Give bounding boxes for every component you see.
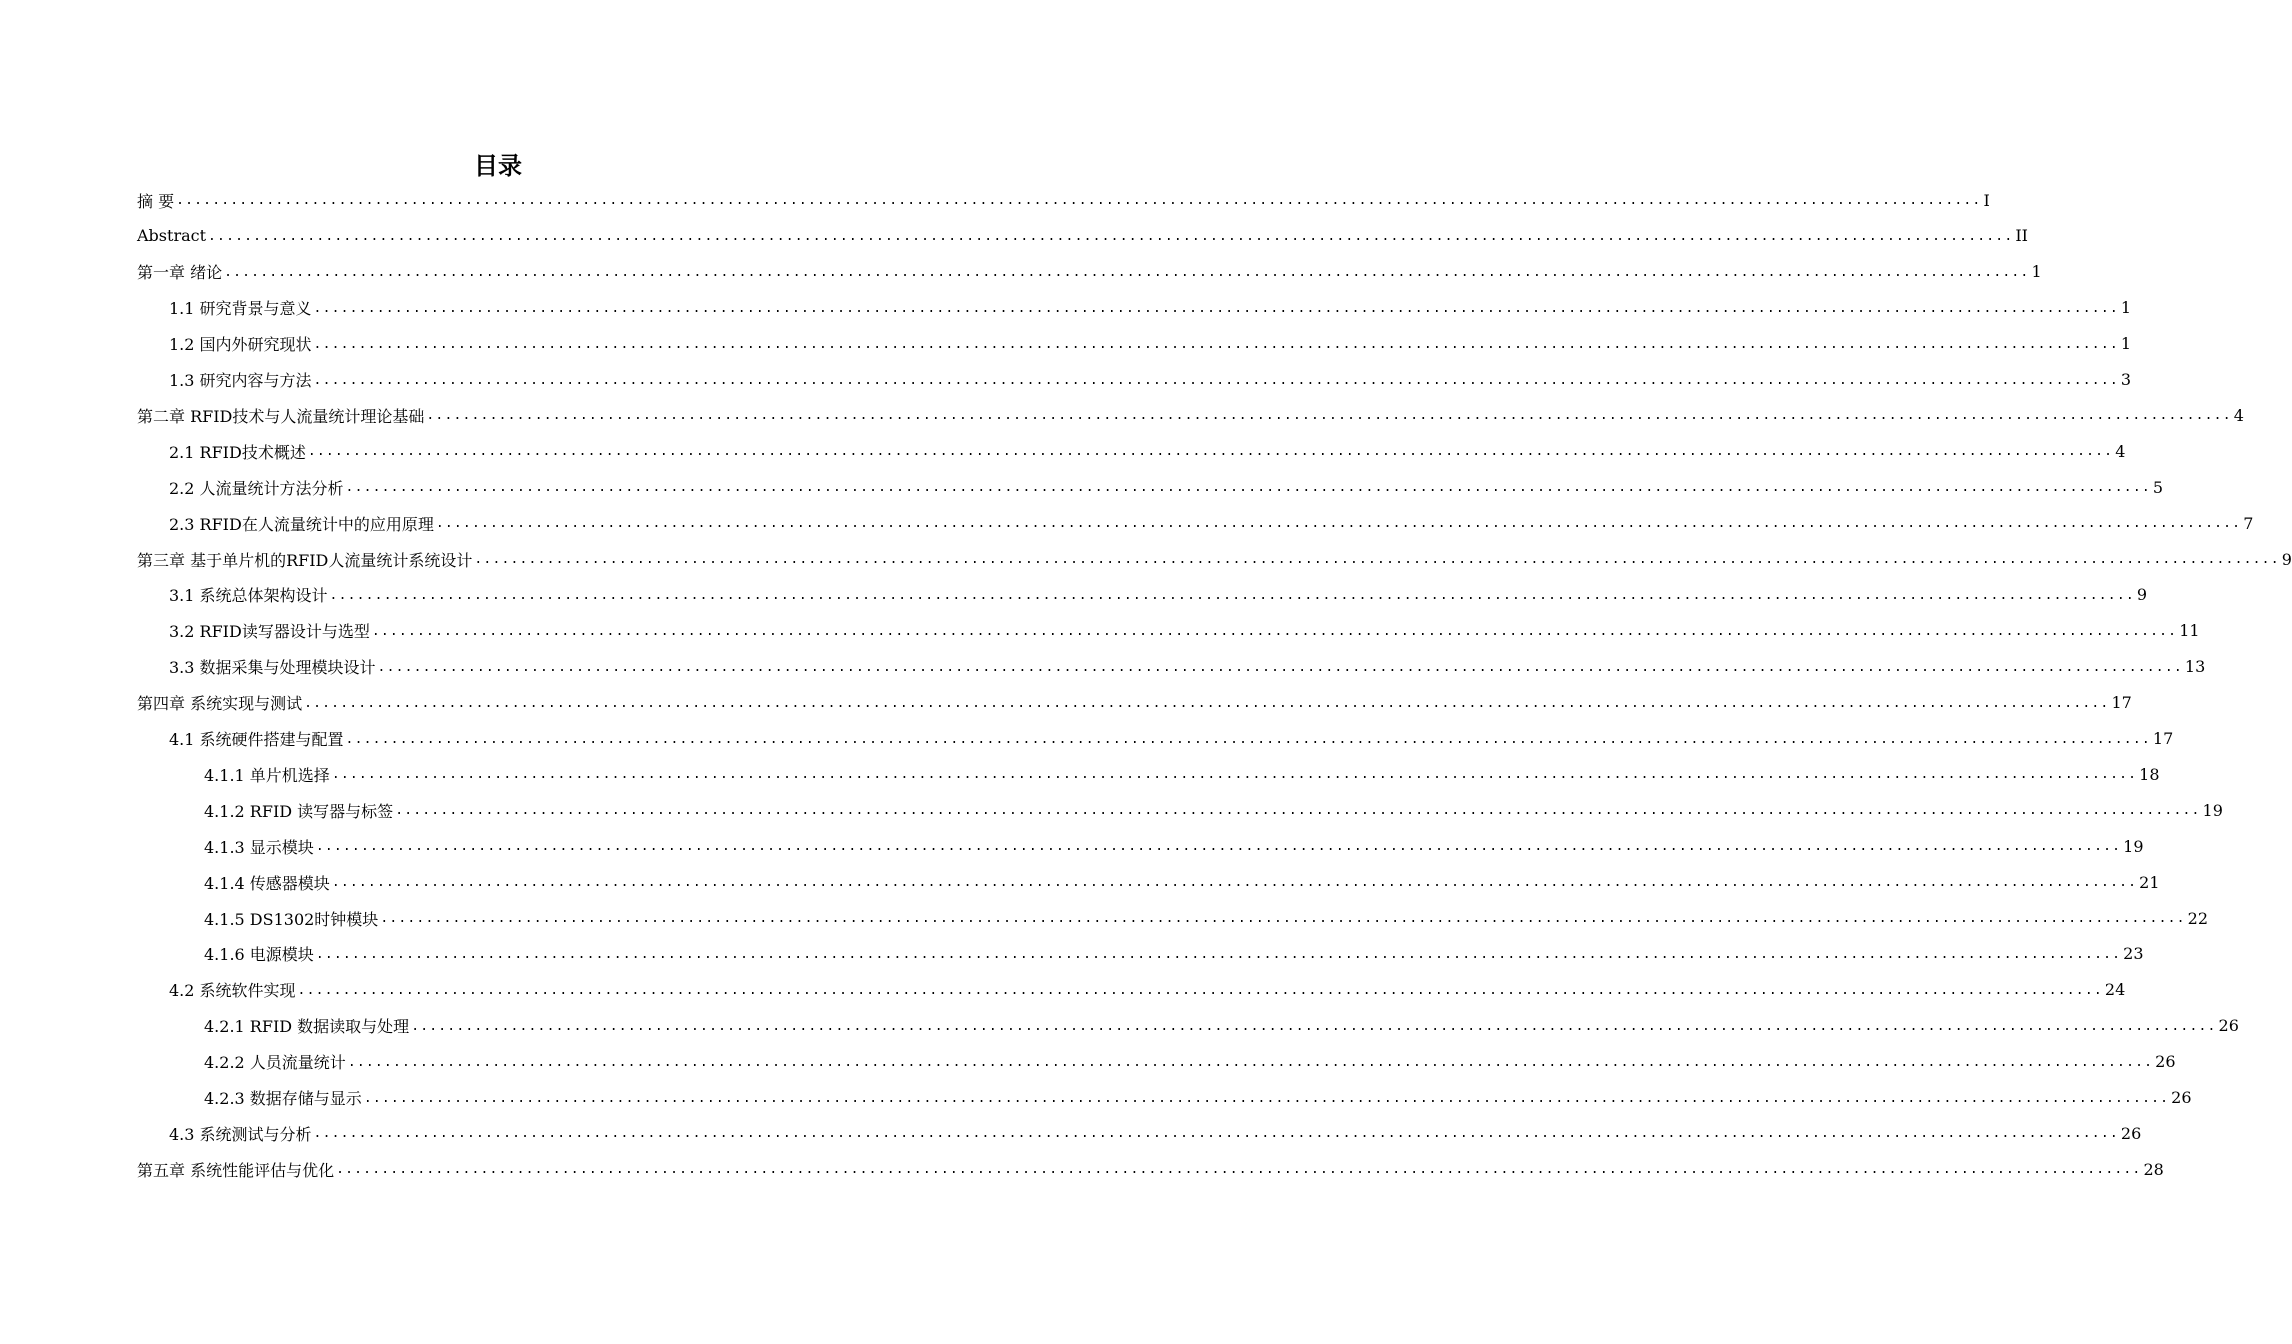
toc-entry[interactable] [204,900,2209,936]
toc-entry-title: 摘 要 [137,191,175,211]
toc-leader-dots: ........................................................................................................................................................................................................ [380,911,2186,926]
toc-entry-title: 4.2.1 RFID 数据读取与处理 [204,1017,410,1037]
toc-leader-dots: ........................................................................................................................................................................................................ [474,552,2280,567]
toc-entry-page-number: 5 [2152,477,2164,497]
toc-entry-title: 4.2.3 数据存储与显示 [204,1089,362,1108]
toc-entry-title: 2.3 RFID在人流量统计中的应用原理 [169,514,434,534]
toc-entry-page-number: 22 [2187,908,2209,928]
toc-entry-title: 4.1.4 传感器模块 [204,873,330,893]
toc-entry-title: 4.2 系统软件实现 [169,981,296,1001]
toc-entry-title: 第二章 RFID技术与人流量统计理论基础 [137,406,425,426]
toc-leader-dots: ........................................................................................................................................................................................................ [395,803,2201,819]
toc-leader-dots: ........................................................................................................................................................................................................ [224,264,2030,280]
toc-leader-dots: ........................................................................................................................................................................................................ [435,516,2242,532]
toc-entry[interactable] [204,828,2144,864]
toc-entry[interactable] [169,362,2132,398]
toc-entry[interactable] [204,1008,2239,1044]
toc-entry-page-number: 18 [2139,764,2160,784]
toc-entry-page-number: 19 [2202,800,2223,820]
toc-leader-dots: ........................................................................................................................................................................................................ [345,480,2151,496]
toc-entry-title: 4.1.3 显示模块 [204,837,314,857]
toc-leader-dots: ........................................................................................................................................................................................................ [347,1054,2154,1070]
toc-entry[interactable] [204,1080,2192,1116]
toc-leader-dots: ........................................................................................................................................................................................................ [371,623,2178,639]
toc-entry-page-number: 19 [2123,836,2144,856]
toc-entry-title: Abstract [137,226,207,246]
toc-leader-dots: ........................................................................................................................................................................................................ [307,444,2114,460]
toc-title: 目录 [474,152,522,180]
toc-entry[interactable] [169,649,2206,685]
toc-entry-title: 第一章 绪论 [137,263,223,283]
toc-leader-dots: ........................................................................................................................................................................................................ [426,408,2232,424]
toc-entry-page-number: II [2015,226,2028,246]
toc-entry[interactable] [204,1044,2176,1080]
toc-entry-page-number: 3 [2120,370,2132,389]
toc-entry[interactable] [204,756,2160,792]
toc-entry-title: 1.1 研究背景与意义 [169,299,312,319]
toc-leader-dots: ........................................................................................................................................................................................................ [313,336,2119,352]
toc-entry[interactable] [169,721,2174,757]
toc-entry-title: 3.1 系统总体架构设计 [169,586,328,606]
toc-entry-title: 4.1 系统硬件搭建与配置 [169,730,344,749]
toc-entry[interactable] [137,254,2042,290]
toc-entry-page-number: 1 [2120,298,2132,318]
toc-entry-title: 4.1.5 DS1302时钟模块 [204,909,379,929]
toc-entry-page-number: 13 [2184,657,2206,677]
toc-entry[interactable] [204,792,2223,828]
toc-entry[interactable] [137,218,2028,254]
toc-leader-dots: ........................................................................................................................................................................................................ [297,982,2103,998]
toc-leader-dots: ........................................................................................................................................................................................................ [363,1090,2170,1106]
toc-entry-title: 第三章 基于单片机的RFID人流量统计系统设计 [137,550,473,570]
toc-leader-dots: ........................................................................................................................................................................................................ [331,875,2138,891]
toc-entry[interactable] [137,1151,2164,1187]
toc-entry-page-number: 9 [2136,585,2148,605]
toc-entry-title: 3.3 数据采集与处理模块设计 [169,658,376,678]
toc-entry-title: 4.3 系统测试与分析 [169,1124,312,1144]
toc-entry[interactable] [137,685,2132,721]
toc-entry-page-number: 7 [2243,513,2254,533]
toc-entry[interactable] [169,290,2132,326]
toc-leader-dots: ........................................................................................................................................................................................................ [313,300,2119,316]
toc-leader-dots: ........................................................................................................................................................................................................ [336,1162,2142,1178]
toc-leader-dots: ........................................................................................................................................................................................................ [313,372,2119,388]
toc-leader-dots: ........................................................................................................................................................................................................ [176,193,1982,208]
toc-entry[interactable] [204,864,2160,900]
toc-entry-page-number: 26 [2155,1052,2176,1072]
toc-entry-page-number: 4 [2115,441,2126,461]
toc-entry-title: 1.2 国内外研究现状 [169,335,312,355]
toc-entry[interactable] [137,397,2244,433]
toc-leader-dots: ........................................................................................................................................................................................................ [345,731,2151,747]
toc-entry-page-number: 26 [2171,1088,2192,1107]
toc-entry-page-number: I [1983,190,1990,210]
toc-leader-dots: ........................................................................................................................................................................................................ [411,1018,2217,1034]
toc-entry-page-number: 4 [2233,405,2244,425]
toc-entry-page-number: 1 [2120,334,2132,354]
toc-leader-dots: ........................................................................................................................................................................................................ [313,1126,2119,1142]
toc-entry-title: 4.1.1 单片机选择 [204,765,330,785]
toc-entry-title: 4.2.2 人员流量统计 [204,1053,346,1073]
toc-entry-page-number: 26 [2120,1123,2142,1143]
toc-leader-dots: ........................................................................................................................................................................................................ [315,946,2122,962]
toc-entry[interactable] [169,469,2164,505]
toc-entry-page-number: 9 [2281,549,2292,569]
toc-entry[interactable] [204,936,2144,972]
toc-entry[interactable] [169,433,2126,469]
toc-entry-title: 3.2 RFID读写器设计与选型 [169,622,370,642]
toc-leader-dots: ........................................................................................................................................................................................................ [329,587,2135,603]
toc-entry-title: 第五章 系统性能评估与优化 [137,1160,335,1180]
toc-leader-dots: ........................................................................................................................................................................................................ [208,228,2014,244]
toc-entry-page-number: 17 [2111,693,2132,713]
toc-entry[interactable] [169,613,2200,649]
toc-entry-page-number: 28 [2143,1159,2164,1179]
toc-entry-title: 2.1 RFID技术概述 [169,442,306,462]
toc-entry-title: 4.1.6 电源模块 [204,945,314,965]
toc-entry-page-number: 21 [2139,872,2160,892]
toc-entry[interactable] [169,972,2126,1008]
toc-entry-title: 1.3 研究内容与方法 [169,371,312,390]
toc-entry-page-number: 24 [2104,980,2126,1000]
toc-entry[interactable] [169,1115,2142,1151]
toc-entry-title: 2.2 人流量统计方法分析 [169,478,344,498]
toc-entry-page-number: 1 [2031,262,2042,282]
toc-entry-page-number: 17 [2152,729,2174,748]
toc-leader-dots: ........................................................................................................................................................................................................ [315,839,2122,855]
toc-leader-dots: ........................................................................................................................................................................................................ [377,659,2183,675]
toc-entry-page-number: 11 [2179,621,2200,641]
toc-entry-title: 第四章 系统实现与测试 [137,694,303,714]
toc-entry[interactable] [137,182,1990,218]
toc-entry[interactable] [169,326,2132,362]
toc-entry-title: 4.1.2 RFID 读写器与标签 [204,801,394,821]
toc-entry[interactable] [137,541,2292,577]
toc-entry-page-number: 26 [2218,1016,2239,1036]
toc-entry[interactable] [169,505,2254,541]
toc-entry[interactable] [169,577,2148,613]
toc-entry-page-number: 23 [2123,944,2144,964]
toc-leader-dots: ........................................................................................................................................................................................................ [331,767,2138,783]
toc-leader-dots: ........................................................................................................................................................................................................ [304,695,2110,711]
